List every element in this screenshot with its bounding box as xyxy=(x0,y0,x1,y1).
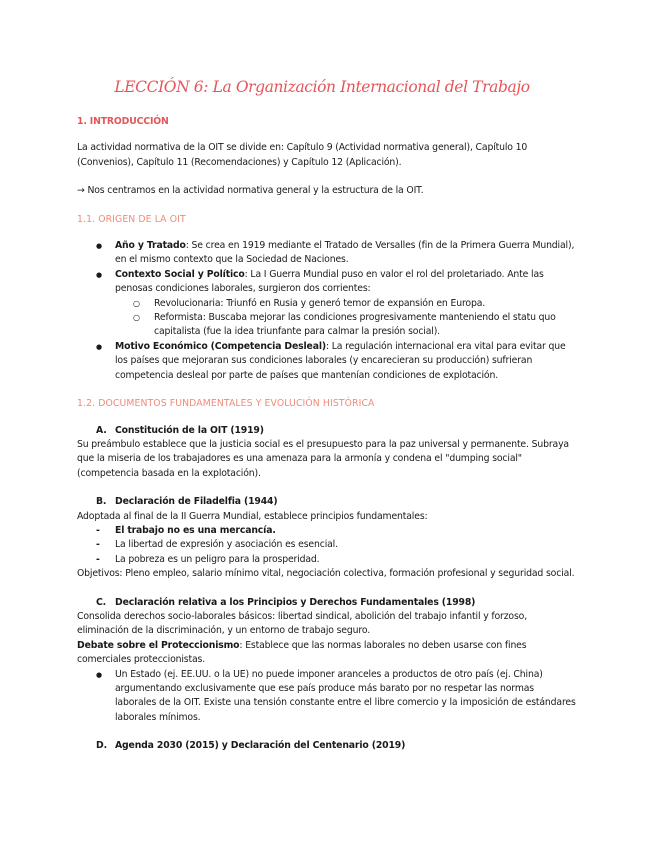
c-paragraph: Consolida derechos socio-laborales básicos: libertad sindical, abolición del trabajo infantil y forzoso, eliminación de la discriminación, y un entorno de trabajo seguro. xyxy=(77,610,528,637)
sublist-item: ○ Revolucionaria: Triunfó en Rusia y generó temor de expansión en Europa. xyxy=(115,297,577,311)
subheading-d: D. Agenda 2030 (2015) y Declaración del Centenario (2019) xyxy=(96,740,406,752)
list-item: ● Motivo Económico (Competencia Desleal): La regulación internacional era vital para evitar que los países que mejoraran sus condiciones laborales (y encarecieran su producción) sufrieran competencia desleal por parte de países que mantenían condiciones de explotación. xyxy=(77,340,577,383)
origen-list xyxy=(77,239,577,383)
b-objetivos: Objetivos: Pleno empleo, salario mínimo vital, negociación colectiva, formación profesional y seguridad social. xyxy=(77,568,575,580)
list-item: - El trabajo no es una mercancía. xyxy=(77,524,577,538)
section-heading-documentos: 1.2. DOCUMENTOS FUNDAMENTALES Y EVOLUCIÓN HISTÓRICA xyxy=(77,398,375,410)
sublist-item: ○ Reformista: Buscaba mejorar las condiciones progresivamente manteniendo el statu quo capitalista (fue la idea triunfante para calmar la presión social). xyxy=(115,311,577,340)
document-page xyxy=(77,76,577,754)
subheading-b: B. Declaración de Filadelfia (1944) xyxy=(96,496,278,508)
list-item: ● Un Estado (ej. EE.UU. o la UE) no puede imponer aranceles a productos de otro país (ej. China) argumentando exclusivamente que ese país produce más barato por no respetar las normas laborales de la OIT. Existe una tensión constante entre el libre comercio y la imposición de estándares laborales mínimos. xyxy=(77,668,577,726)
page-title: LECCIÓN 6: La Organización Internacional del Trabajo xyxy=(114,78,530,96)
subheading-a: A. Constitución de la OIT (1919) xyxy=(96,424,264,436)
c-debate: Debate sobre el Proteccionismo: Establece que las normas laborales no deben usarse con fines comerciales proteccionistas. xyxy=(77,639,527,666)
list-item: - La pobreza es un peligro para la prosperidad. xyxy=(77,553,577,567)
intro-note: → Nos centramos en la actividad normativa general y la estructura de la OIT. xyxy=(77,185,424,197)
sublist xyxy=(115,297,577,340)
section-heading-introduccion: 1. INTRODUCCIÓN xyxy=(77,116,169,127)
c-list xyxy=(77,668,577,726)
subheading-c: C. Declaración relativa a los Principios y Derechos Fundamentales (1998) xyxy=(96,596,476,608)
intro-paragraph: La actividad normativa de la OIT se divide en: Capítulo 9 (Actividad normativa general), Capítulo 10 (Convenios), Capítulo 11 (Recomendaciones) y Capítulo 12 (Aplicación). xyxy=(77,142,528,168)
b-list xyxy=(77,524,577,567)
list-item: ● Año y Tratado: Se crea en 1919 mediante el Tratado de Versalles (fin de la Primera Guerra Mundial), en el mismo contexto que la Sociedad de Naciones. xyxy=(77,239,577,268)
a-paragraph: Su preámbulo establece que la justicia social es el presupuesto para la paz universal y permanente. Subraya que la miseria de los trabajadores es una amenaza para la armonía y condena el "dumping social" (competencia basada en la explotación). xyxy=(77,438,569,479)
list-item: ● Contexto Social y Político: La I Guerra Mundial puso en valor el rol del proletariado. Ante las penosas condiciones laborales, surgieron dos corrientes: ○ Revolucionaria: Triunfó en Rusia y generó temor de expansión en Europa. ○ Reformista: Buscaba mejorar las condiciones progresivamente manteniendo el statu quo capitalista (fue la idea triunfante para calmar la presión social). xyxy=(77,268,577,340)
list-item: - La libertad de expresión y asociación es esencial. xyxy=(77,538,577,552)
section-heading-origen: 1.1. ORIGEN DE LA OIT xyxy=(77,213,186,225)
b-intro: Adoptada al final de la II Guerra Mundial, establece principios fundamentales: xyxy=(77,510,428,522)
